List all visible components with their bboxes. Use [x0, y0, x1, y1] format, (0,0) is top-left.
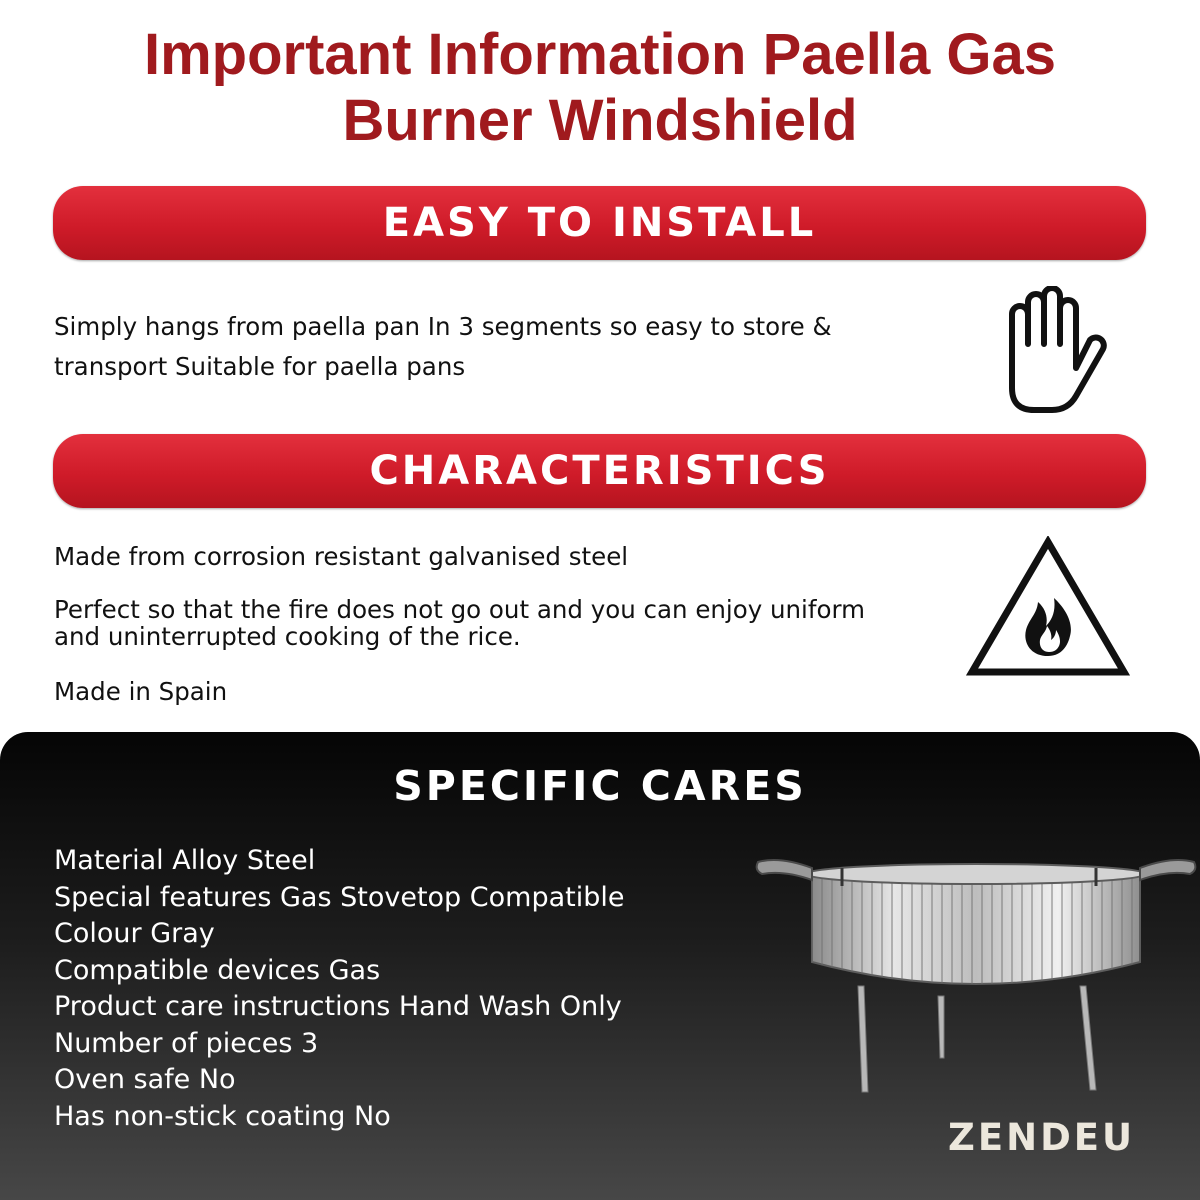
- specific-cares-heading: SPECIFIC CARES: [393, 762, 807, 810]
- specific-cares-list: [54, 843, 624, 1135]
- list-item: Special features Gas Stovetop Compatible: [54, 881, 625, 913]
- list-item: Has non-stick coating No: [54, 1100, 391, 1132]
- easy-to-install-line-2: transport Suitable for paella pans: [54, 352, 466, 381]
- characteristics-heading: CHARACTERISTICS: [369, 448, 830, 494]
- easy-to-install-banner: [53, 186, 1146, 260]
- windshield-product-image: [750, 846, 1200, 1106]
- characteristics-text-2-line-2: and uninterrupted cooking of the rice.: [54, 622, 521, 651]
- characteristics-text-2-line-1: Perfect so that the fire does not go out and you can enjoy uniform: [54, 595, 865, 624]
- brand-logo: ZENDEU: [948, 1116, 1136, 1159]
- characteristics-text-3: Made in Spain: [54, 677, 228, 706]
- list-item: Material Alloy Steel: [54, 845, 316, 876]
- characteristics-text-1: Made from corrosion resistant galvanised steel: [54, 542, 629, 571]
- page-title-line-1: Important Information Paella Gas: [143, 22, 1057, 87]
- list-item: Product care instructions Hand Wash Only: [54, 991, 622, 1022]
- list-item: Number of pieces 3: [54, 1027, 319, 1059]
- list-item: Compatible devices Gas: [54, 954, 381, 986]
- list-item: Oven safe No: [54, 1064, 236, 1095]
- easy-to-install-text: [54, 307, 832, 387]
- easy-to-install-line-1: Simply hangs from paella pan In 3 segments so easy to store &: [54, 312, 832, 341]
- flammable-warning-icon: [966, 536, 1130, 678]
- characteristics-text-2: [54, 596, 865, 650]
- hand-icon: [990, 286, 1108, 418]
- page-title: [0, 22, 1200, 154]
- page-title-line-2: Burner Windshield: [342, 88, 858, 153]
- characteristics-banner: [53, 434, 1146, 508]
- list-item: Colour Gray: [54, 918, 215, 949]
- easy-to-install-heading: EASY TO INSTALL: [382, 200, 817, 246]
